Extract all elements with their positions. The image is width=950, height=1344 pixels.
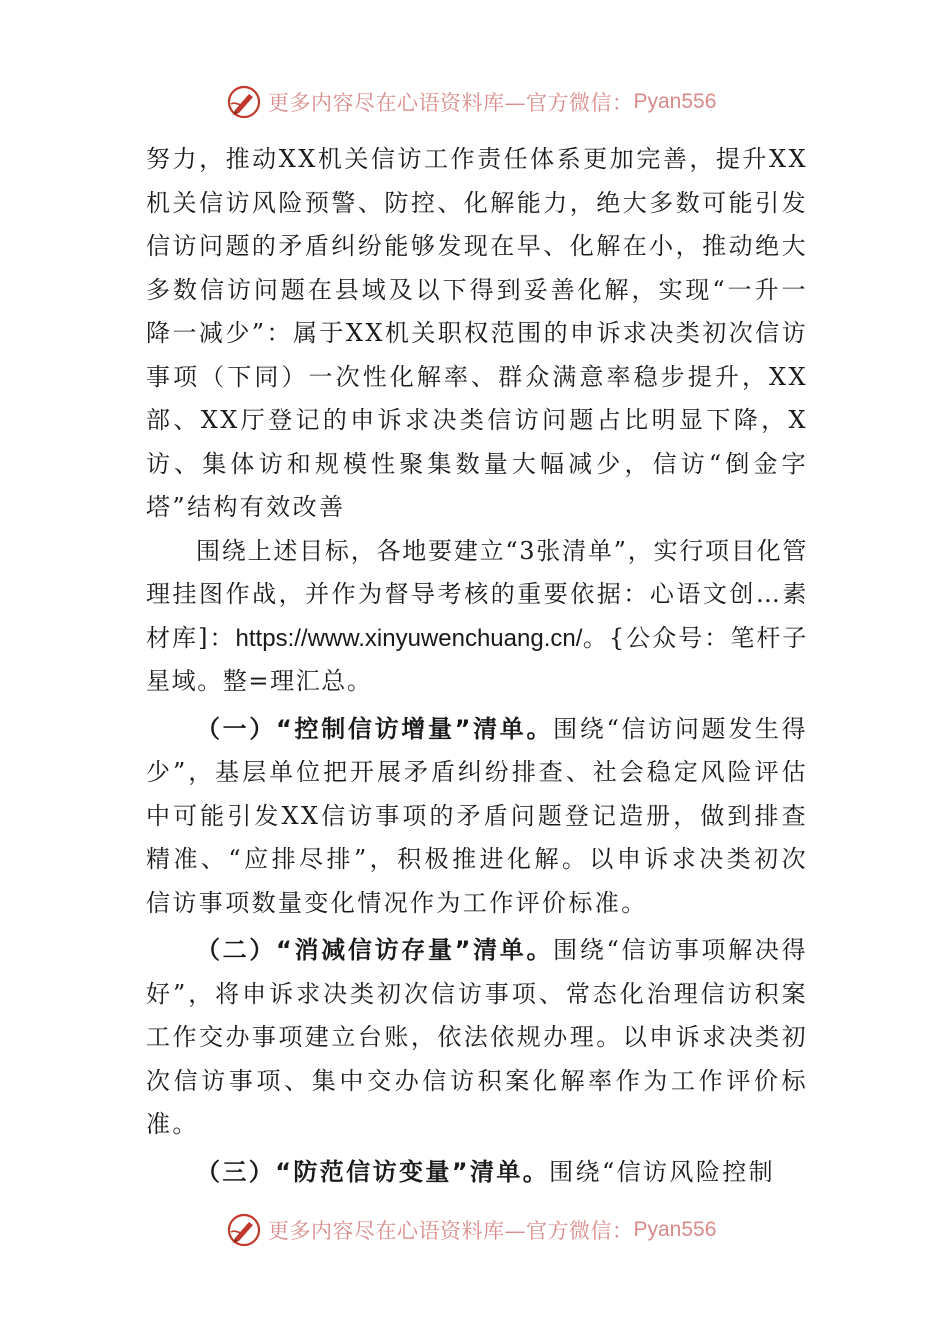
paragraph-list-two (146, 929, 808, 1147)
header-watermark (226, 82, 746, 122)
paragraph-text: 围绕上述目标，各地要建立“3张清单”，实行项目化管理挂图作战，并作为督导考核的重要依据：心语文创…素材库]： (146, 536, 808, 652)
paragraph-list-three (146, 1151, 808, 1195)
paragraph-text: 围绕“信访事项解决得好”，将申诉求决类初次信访事项、常态化治理信访积案工作交办事项建立台账，依法依规办理。以申诉求决类初次信访事项、集中交办信访积案化解率作为工作评价标准。 (146, 936, 808, 1138)
pen-circle-logo-icon (226, 84, 262, 120)
paragraph-three-lists (146, 530, 808, 704)
watermark-handle: Pyan556 (633, 1218, 717, 1241)
paragraph-text: 围绕“信访风险控制 (549, 1157, 776, 1186)
paragraph-list-one (146, 708, 808, 926)
watermark-handle: Pyan556 (633, 90, 717, 113)
section-heading: （一）“控制信访增量”清单。 (196, 714, 554, 743)
footer-watermark (226, 1210, 746, 1250)
section-heading: （二）“消减信访存量”清单。 (196, 936, 554, 964)
section-heading: （三）“防范信访变量”清单。 (196, 1157, 550, 1186)
paragraph-text: 。{公众号：笔杆子星域。整=理汇总。 (146, 623, 809, 695)
paragraph-text: 围绕“信访问题发生得少”，基层单位把开展矛盾纠纷排查、社会稳定风险评估中可能引发XX信访事项的矛盾问题登记造册，做到排查精准、“应排尽排”，积极推进化解。以申诉求决类初次信访事项数量变化情况作为工作评价标准。 (146, 714, 808, 917)
paragraph-goals (146, 138, 808, 530)
paragraph-text: 努力，推动XX机关信访工作责任体系更加完善，提升XX机关信访风险预警、防控、化解能力，绝大多数可能引发信访问题的矛盾纠纷能够发现在早、化解在小，推动绝大多数信访问题在县域及以下得到妥善化解，实现“一升一降一减少”：属于XX机关职权范围的申诉求决类初次信访事项（下同）一次性化解率、群众满意率稳步提升，XX部、XX厅登记的申诉求决类信访问题占比明显下降，X访、集体访和规模性聚集数量大幅减少，信访“倒金字塔”结构有效改善 (146, 145, 808, 521)
document-body (146, 138, 808, 1194)
source-url-link[interactable]: https://www.xinyuwenchuang.cn/ (235, 624, 583, 652)
watermark-text: 更多内容尽在心语资料库—官方微信： (268, 1219, 634, 1243)
watermark-text: 更多内容尽在心语资料库—官方微信： (268, 91, 634, 115)
pen-circle-logo-icon (226, 1212, 262, 1248)
